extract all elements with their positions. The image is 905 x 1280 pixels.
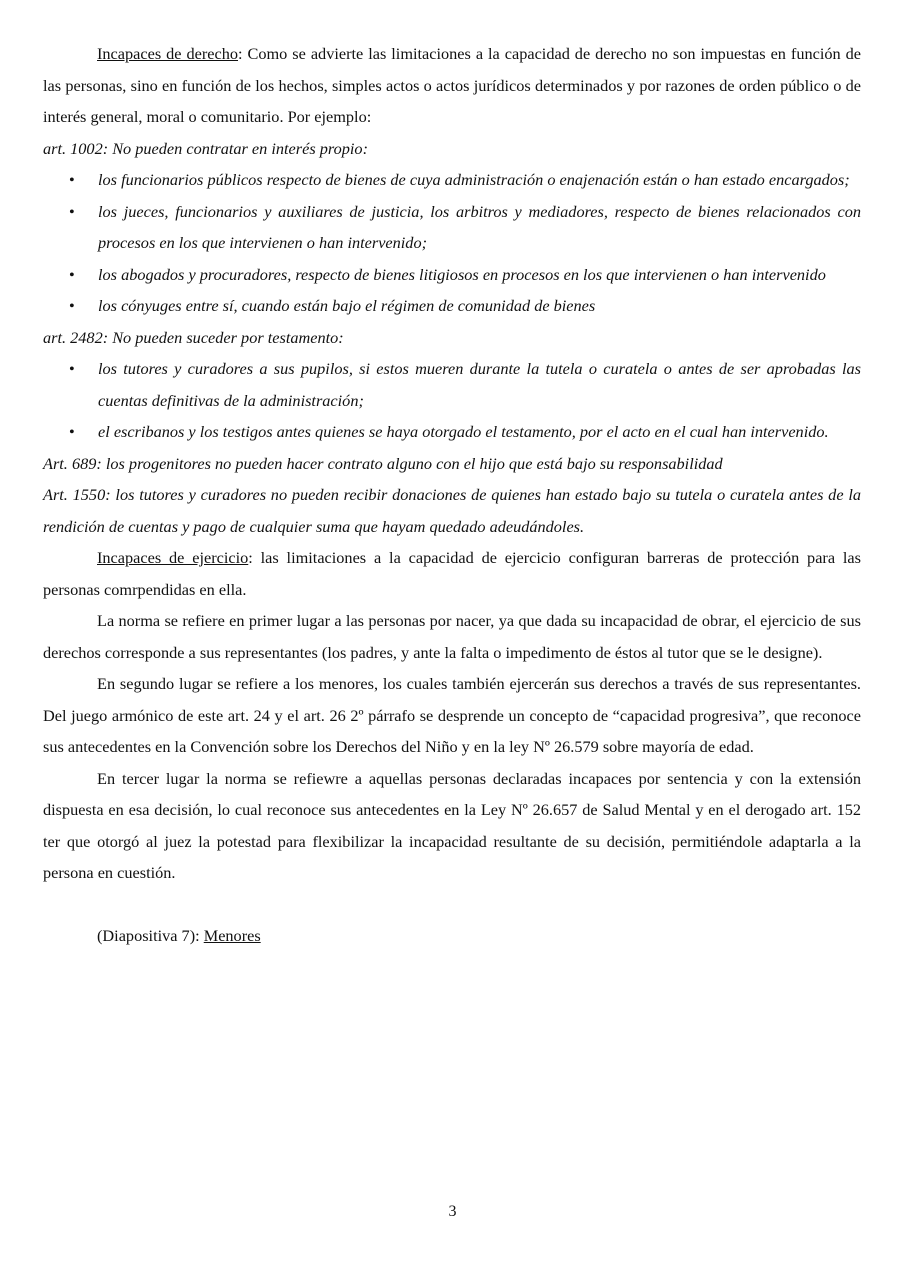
list-item: • los abogados y procuradores, respecto de bienes litigiosos en procesos en los que intervienen o han intervenido [43,259,861,291]
list-item: • los cónyuges entre sí, cuando están bajo el régimen de comunidad de bienes [43,290,861,322]
spacer [43,889,861,920]
heading-incapaces-derecho: Incapaces de derecho [97,44,239,63]
paragraph-text: : Como se advierte las limitaciones a la capacidad de derecho no son impuestas en función de las personas, sino en función de los hechos, simples actos o actos jurídicos determinados y por razones de orden público o de interés general, moral o comunitario. Por ejemplo: [43,44,861,126]
menores-link: Menores [203,925,261,945]
paragraph-personas-por-nacer: La norma se refiere en primer lugar a las personas por nacer, ya que dada su incapacidad de obrar, el ejercicio de sus derechos corresponde a sus representantes (los padres, y ante la falta o impedimento de éstos al tutor que se le designe). [43,611,861,662]
page-number: 3 [448,1203,457,1220]
list-item: • los jueces, funcionarios y auxiliares de justicia, los arbitros y mediadores, respecto de bienes relacionados con procesos en los que intervienen o han intervenido; [43,196,861,259]
bullet-icon: • [69,422,75,441]
bullet-icon: • [69,201,75,221]
list-item: • el escribanos y los testigos antes quienes se haya otorgado el testamento, por el acto en el cual han intervenido. [43,416,861,448]
bullet-icon: • [69,170,75,189]
bullet-icon: • [69,359,75,378]
bullet-icon: • [69,264,75,284]
document-page [43,38,861,951]
article-1550: Art. 1550: los tutores y curadores no pueden recibir donaciones de quienes han estado bajo su tutela o curatela antes de la rendición de cuentas y pago de cualquier suma que hayam quedado adeudándoles. [43,485,861,536]
article-689: Art. 689: los progenitores no pueden hacer contrato alguno con el hijo que está bajo su responsabilidad [43,453,723,473]
paragraph-incapaces-derecho [43,38,861,133]
list-item: • los funcionarios públicos respecto de bienes de cuya administración o enajenación están o han estado encargados; [43,164,861,196]
paragraph-menores: En segundo lugar se refiere a los menores, los cuales también ejercerán sus derechos a través de sus representantes. Del juego armónico de este art. 24 y el art. 26 2º párrafo se desprende un concepto de “capacidad progresiva”, que reconoce sus antecedentes en la Convención sobre los Derechos del Niño y en la ley Nº 26.579 sobre mayoría de edad. [43,674,861,756]
article-2482: art. 2482: No pueden suceder por testamento: [43,327,344,347]
heading-incapaces-ejercicio: Incapaces de ejercicio [97,548,249,567]
list-item: • los tutores y curadores a sus pupilos, si estos mueren durante la tutela o curatela o antes de ser aprobadas las cuentas definitivas de la administración; [43,353,861,416]
paragraph-diapositiva [43,920,861,952]
bullet-icon: • [69,296,75,315]
article-1002: art. 1002: No pueden contratar en interés propio: [43,138,368,158]
paragraph-incapaces-ejercicio [43,542,861,605]
list-art-2482 [43,353,861,448]
paragraph-text: : las limitaciones a la capacidad de ejercicio configuran barreras de protección para las personas comrpendidas en ella. [43,548,861,599]
paragraph-declarados-incapaces: En tercer lugar la norma se refiewre a aquellas personas declaradas incapaces por sentencia y con la extensión dispuesta en esa decisión, lo cual reconoce sus antecedentes en la Ley Nº 26.657 de Salud Mental y en el derogado art. 152 ter que otorgó al juez la potestad para flexibilizar la incapacidad resultante de su decisión, permitiéndole adaptarla a la persona en cuestión. [43,768,861,882]
list-art-1002 [43,164,861,322]
diapositiva-label: (Diapositiva 7): [97,925,204,945]
